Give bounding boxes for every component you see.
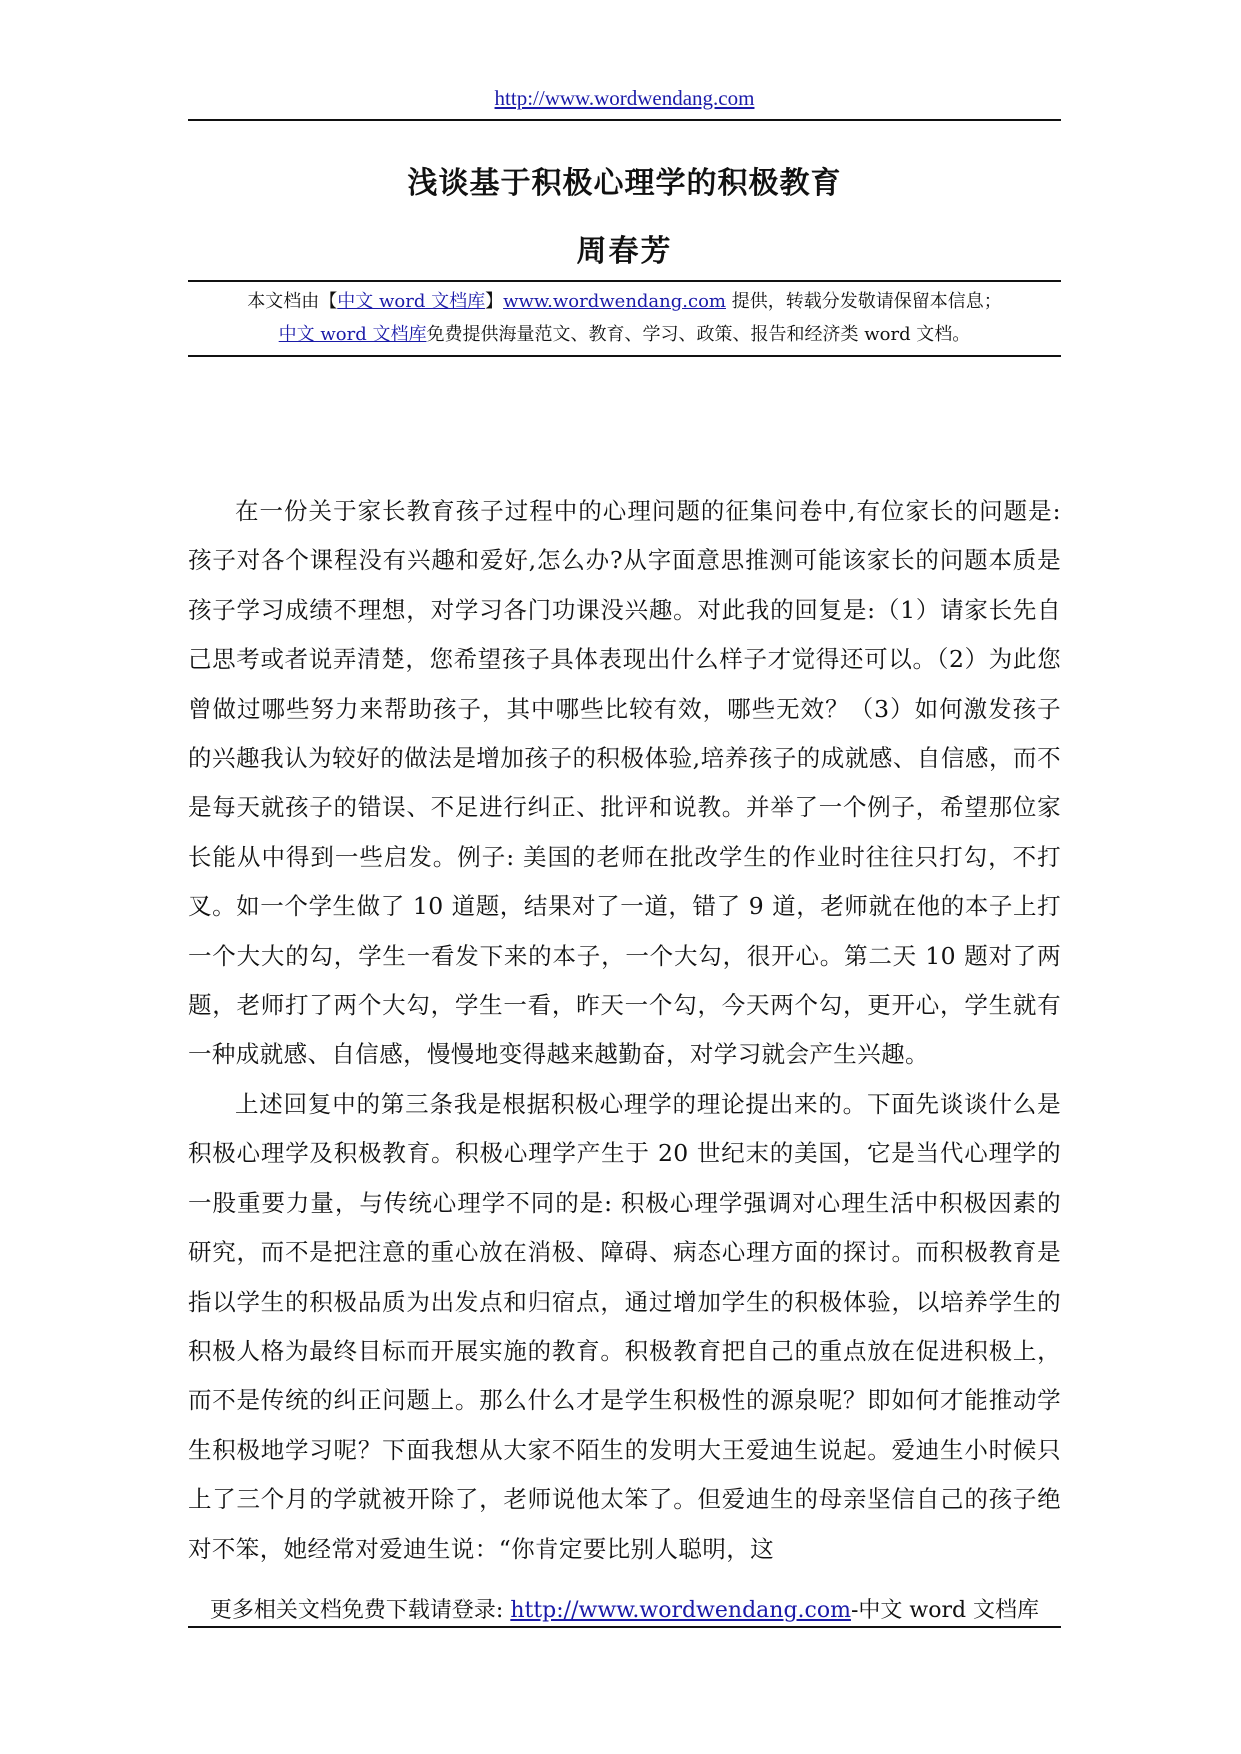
- header-url-link[interactable]: http://www.wordwendang.com: [494, 86, 755, 110]
- notice-line-1: [188, 285, 1061, 318]
- notice-line1-suffix: 提供，转载分发敬请保留本信息；: [726, 291, 1002, 312]
- footer-rule: [188, 1626, 1061, 1628]
- notice-line2-suffix: 免费提供海量范文、教育、学习、政策、报告和经济类 word 文档。: [426, 324, 971, 345]
- notice-line1-prefix: 本文档由【: [247, 291, 338, 312]
- document-author: 周春芳: [576, 234, 673, 269]
- footer-prefix: 更多相关文档免费下载请登录:: [209, 1598, 511, 1623]
- document-body: [188, 487, 1061, 1574]
- header-rule: [188, 119, 1061, 121]
- footer-url-link[interactable]: http://www.wordwendang.com: [510, 1598, 851, 1623]
- page-header: [188, 86, 1061, 111]
- notice-site-link[interactable]: 中文 word 文档库: [337, 291, 486, 312]
- footer-suffix: -中文 word 文档库: [850, 1598, 1040, 1623]
- notice-line-2: [188, 318, 1061, 351]
- notice-line1-mid: 】: [485, 291, 504, 312]
- notice-site-link-2[interactable]: 中文 word 文档库: [278, 324, 427, 345]
- source-notice: [188, 280, 1061, 357]
- body-paragraph-1: 在一份关于家长教育孩子过程中的心理问题的征集问卷中,有位家长的问题是:孩子对各个课程没有兴趣和爱好,怎么办?从字面意思推测可能该家长的问题本质是孩子学习成绩不理想，对学习各门功课没兴趣。对此我的回复是:（1）请家长先自己思考或者说弄清楚，您希望孩子具体表现出什么样子才觉得还可以。（2）为此您曾做过哪些努力来帮助孩子，其中哪些比较有效，哪些无效？（3）如何激发孩子的兴趣我认为较好的做法是增加孩子的积极体验,培养孩子的成就感、自信感，而不是每天就孩子的错误、不足进行纠正、批评和说教。并举了一个例子，希望那位家长能从中得到一些启发。例子: 美国的老师在批改学生的作业时往往只打勾，不打叉。如一个学生做了 10 道题，结果对了一道，错了 9 道，老师就在他的本子上打一个大大的勾，学生一看发下来的本子，一个大勾，很开心。第二天 10 题对了两题，老师打了两个大勾，学生一看，昨天一个勾，今天两个勾，更开心，学生就有一种成就感、自信感，慢慢地变得越来越勤奋，对学习就会产生兴趣。: [188, 497, 1061, 1069]
- document-title: 浅谈基于积极心理学的积极教育: [407, 166, 842, 201]
- body-paragraph-2: 上述回复中的第三条我是根据积极心理学的理论提出来的。下面先谈谈什么是积极心理学及积极教育。积极心理学产生于 20 世纪末的美国，它是当代心理学的一股重要力量，与传统心理学不同的是: 积极心理学强调对心理生活中积极因素的研究，而不是把注意的重心放在消极、障碍、病态心理方面的探讨。而积极教育是指以学生的积极品质为出发点和归宿点，通过增加学生的积极体验，以培养学生的积极人格为最终目标而开展实施的教育。积极教育把自己的重点放在促进积极上，而不是传统的纠正问题上。那么什么才是学生积极性的源泉呢？即如何才能推动学生积极地学习呢？下面我想从大家不陌生的发明大王爱迪生说起。爱迪生小时候只上了三个月的学就被开除了，老师说他太笨了。但爱迪生的母亲坚信自己的孩子绝对不笨，她经常对爱迪生说：“你肯定要比别人聪明，这: [188, 1089, 1061, 1563]
- notice-url-link[interactable]: www.wordwendang.com: [503, 291, 726, 312]
- page-footer: [188, 1593, 1061, 1624]
